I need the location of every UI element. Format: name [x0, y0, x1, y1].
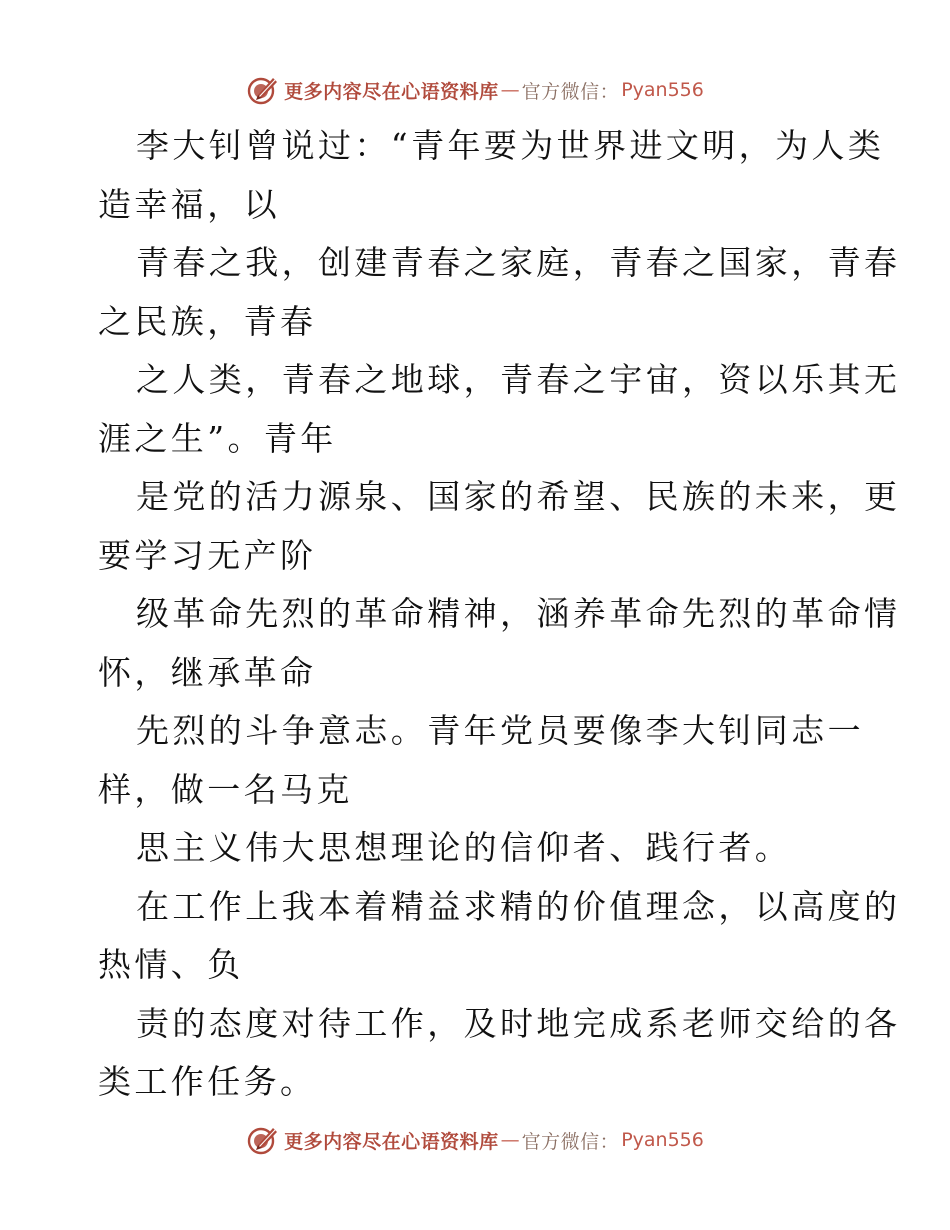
wechat-id: Pyan556	[621, 79, 704, 101]
text-line: 是党的活力源泉、国家的希望、民族的未来，更	[136, 477, 901, 516]
text-line: 李大钊曾说过：“青年要为世界进文明，为人类	[136, 126, 885, 165]
site-promo-text: 更多内容尽在心语资料库	[284, 80, 499, 103]
pen-nib-circle-icon	[246, 1123, 280, 1157]
text-line: 怀，继承革命	[98, 652, 317, 692]
footer-banner	[0, 1123, 950, 1157]
document-body	[98, 117, 901, 1112]
text-line: 在工作上我本着精益求精的价值理念，以高度的	[136, 886, 901, 926]
wechat-id: Pyan556	[621, 1129, 704, 1151]
text-line: 热情、负	[98, 945, 244, 984]
text-line: 级革命先烈的革命精神，涵养革命先烈的革命情	[136, 594, 901, 633]
pen-nib-circle-icon	[246, 73, 280, 107]
wechat-label: 官方微信：	[521, 1130, 620, 1153]
banner-dash: —	[500, 79, 520, 101]
text-line: 类工作任务。	[98, 1062, 317, 1101]
text-line: 样，做一名马克	[98, 769, 353, 809]
wechat-label: 官方微信：	[521, 80, 620, 103]
text-line: 之民族，青春	[98, 301, 317, 341]
site-promo-text: 更多内容尽在心语资料库	[284, 1130, 499, 1153]
text-line: 思主义伟大思想理论的信仰者、践行者。	[136, 828, 792, 867]
text-line: 之人类，青春之地球，青春之宇宙，资以乐其无	[136, 360, 901, 399]
header-banner	[0, 73, 950, 107]
text-line: 涯之生”。青年	[98, 418, 337, 458]
text-line: 先烈的斗争意志。青年党员要像李大钊同志一	[136, 711, 864, 750]
text-line: 青春之我，创建青春之家庭，青春之国家，青春	[136, 243, 901, 282]
text-line: 造幸福，以	[98, 184, 280, 224]
text-line: 要学习无产阶	[98, 535, 317, 575]
text-line: 责的态度对待工作，及时地完成系老师交给的各	[136, 1003, 901, 1043]
banner-dash: —	[500, 1129, 520, 1151]
